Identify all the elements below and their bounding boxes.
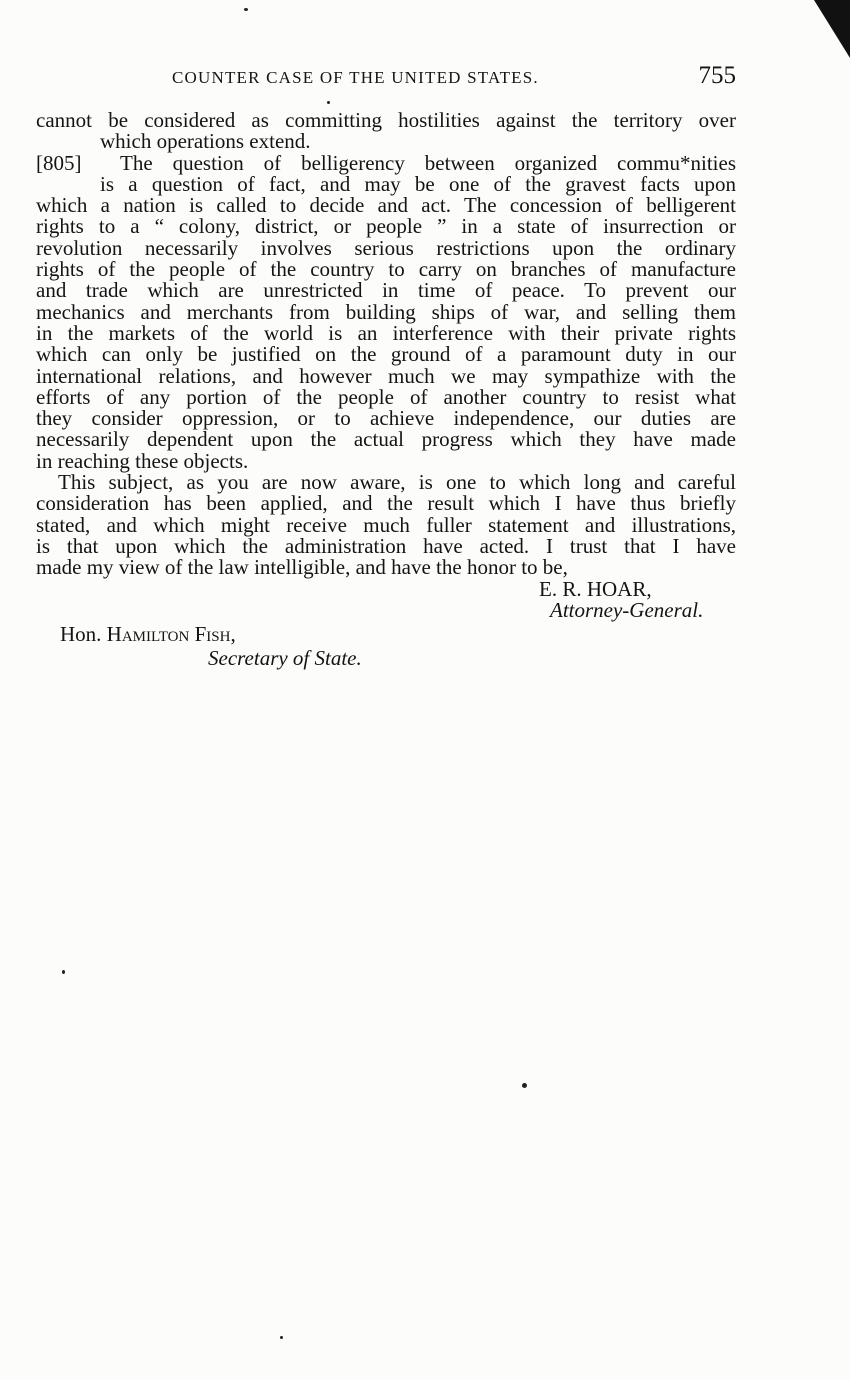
body-line: efforts of any portion of the people of another country to resist what [36, 384, 736, 409]
body-text [36, 110, 736, 621]
body-line: which can only be justified on the ground of a paramount duty in our [36, 342, 736, 367]
body-line: rights of the people of the country to carry on branches of manufacture [36, 257, 736, 282]
body-line: stated, and which might receive much fuller statement and illustrations, [36, 512, 736, 537]
addressee-name: Hamilton Fish, [106, 622, 236, 646]
signature-title: Attorney-General. [550, 597, 704, 622]
body-line: consideration has been applied, and the result which I have thus briefly [36, 491, 736, 516]
ink-speck [522, 1083, 527, 1088]
body-line: and trade which are unrestricted in time of peace. To prevent our [36, 278, 736, 303]
addressee [60, 622, 236, 647]
body-line: international relations, and however much we may sympathize with the [36, 363, 736, 388]
addressee-title: Secretary of State. [208, 646, 362, 670]
running-header-title: COUNTER CASE OF THE UNITED STATES. [172, 68, 539, 87]
page-corner-shadow [814, 0, 850, 58]
body-line: which a nation is called to decide and act. The concession of belligerent [36, 193, 736, 218]
body-line: mechanics and merchants from building ships of war, and selling them [36, 299, 736, 324]
signature-title-line [36, 597, 736, 622]
body-line: they consider oppression, or to achieve independence, our duties are [36, 406, 736, 431]
body-line-text: The question of belligerency between organized commu*nities [120, 150, 736, 175]
signature-name-line [36, 576, 736, 601]
body-line: rights to a “ colony, district, or people ” in a state of insurrection or [36, 214, 736, 239]
ink-speck [62, 970, 65, 974]
addressee-prefix: Hon. [60, 622, 102, 646]
body-line: in the markets of the world is an interference with their private rights [36, 320, 736, 345]
margin-page-marker: [805] [36, 150, 82, 175]
body-line [36, 150, 736, 175]
ink-speck [327, 101, 330, 104]
signature-name: E. R. HOAR, [539, 576, 652, 601]
running-header [36, 62, 736, 94]
body-line: This subject, as you are now aware, is one to which long and careful [58, 470, 736, 495]
ink-speck [280, 1336, 283, 1339]
body-line: is a question of fact, and may be one of the gravest facts upon [100, 171, 736, 196]
body-line: in reaching these objects. [36, 448, 249, 473]
body-line: is that upon which the administration have acted. I trust that I have [36, 533, 736, 558]
body-line: revolution necessarily involves serious restrictions upon the ordinary [36, 235, 736, 260]
ink-speck [244, 8, 248, 11]
body-line: cannot be considered as committing hostilities against the territory over [36, 108, 736, 132]
body-line: made my view of the law intelligible, and have the honor to be, [36, 555, 568, 580]
body-line: which operations extend. [100, 129, 311, 154]
page-number: 755 [698, 62, 736, 89]
body-line: necessarily dependent upon the actual progress which they have made [36, 427, 736, 452]
